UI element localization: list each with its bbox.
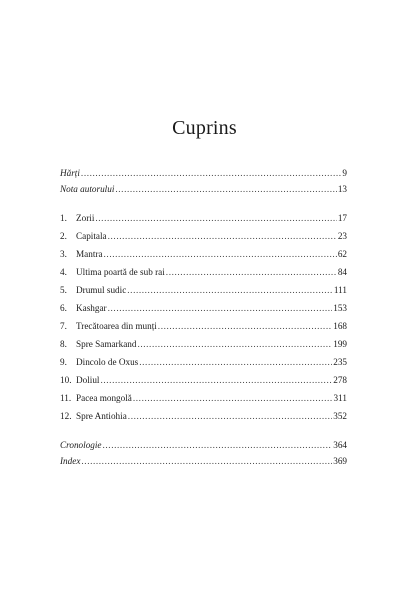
- toc-entry-page: 17: [337, 213, 347, 223]
- toc-entry-chapter: [60, 337, 347, 351]
- toc-entry-chapter: [60, 265, 347, 279]
- toc-entry-label: Ultima poartă de sub rai: [76, 267, 165, 277]
- chapter-number: 7.: [60, 321, 67, 331]
- toc-entry-page: 9: [342, 168, 347, 178]
- toc-entry-page: 311: [333, 393, 347, 403]
- page-title: Cuprins: [172, 117, 237, 139]
- toc-entry-label: Zorii: [76, 213, 95, 223]
- chapter-number: 3.: [60, 249, 67, 259]
- chapter-number: 6.: [60, 303, 67, 313]
- toc-entry-label: Pacea mongolă: [76, 393, 132, 403]
- toc-entry-label: Kashgar: [76, 303, 107, 313]
- toc-entry-label: Doliul: [76, 375, 100, 385]
- toc-entry-page: 364: [333, 440, 347, 450]
- dot-leader: [137, 337, 332, 351]
- toc-entry-chapter: [60, 355, 347, 369]
- dot-leader: [81, 454, 332, 468]
- dot-leader: [81, 166, 341, 180]
- dot-leader: [139, 355, 332, 369]
- toc-entry-front: [60, 182, 347, 196]
- dot-leader: [133, 391, 333, 405]
- toc-entry-page: 84: [337, 267, 347, 277]
- toc-entry-label: Index: [60, 456, 81, 466]
- toc-entry-front: [60, 166, 347, 180]
- toc-entry-page: 352: [333, 411, 347, 421]
- toc-entry-label: Spre Antiohia: [76, 411, 127, 421]
- dot-leader: [95, 211, 336, 225]
- toc-entry-page: 369: [333, 456, 347, 466]
- toc-entry-page: 62: [337, 249, 347, 259]
- toc-entry-label: Dincolo de Oxus: [76, 357, 139, 367]
- dot-leader: [128, 409, 332, 423]
- chapter-number: 4.: [60, 267, 67, 277]
- toc-entry-label: Capitala: [76, 231, 107, 241]
- chapter-number: 11.: [60, 393, 72, 403]
- toc-entry-chapter: [60, 283, 347, 297]
- dot-leader: [127, 283, 333, 297]
- toc-entry-chapter: [60, 319, 347, 333]
- dot-leader: [108, 301, 333, 315]
- toc-entry-page: 278: [333, 375, 347, 385]
- dot-leader: [115, 182, 336, 196]
- chapter-number: 10.: [60, 375, 72, 385]
- chapter-number: 5.: [60, 285, 67, 295]
- dot-leader: [166, 265, 337, 279]
- chapter-number: 2.: [60, 231, 67, 241]
- chapter-number: 8.: [60, 339, 67, 349]
- dot-leader: [104, 247, 337, 261]
- toc-entry-page: 23: [337, 231, 347, 241]
- toc-entry-label: Nota autorului: [60, 184, 115, 194]
- toc-entry-back: [60, 438, 347, 452]
- toc-entry-page: 199: [333, 339, 347, 349]
- toc-entry-label: Cronologie: [60, 440, 102, 450]
- toc-entry-page: 168: [333, 321, 347, 331]
- toc-entry-back: [60, 454, 347, 468]
- dot-leader: [103, 438, 333, 452]
- toc-entry-label: Spre Samarkand: [76, 339, 137, 349]
- toc-entry-label: Trecătoarea din munți: [76, 321, 157, 331]
- chapter-number: 12.: [60, 411, 72, 421]
- dot-leader: [100, 373, 332, 387]
- toc-entry-label: Mantra: [76, 249, 103, 259]
- toc-entry-chapter: [60, 409, 347, 423]
- dot-leader: [108, 229, 337, 243]
- toc-entry-chapter: [60, 301, 347, 315]
- toc-entry-page: 13: [337, 184, 347, 194]
- toc-entry-chapter: [60, 229, 347, 243]
- toc-entry-page: 153: [333, 303, 347, 313]
- toc-entry-chapter: [60, 391, 347, 405]
- toc-entry-label: Hărți: [60, 168, 80, 178]
- toc-entry-label: Drumul sudic: [76, 285, 127, 295]
- toc-entry-page: 111: [333, 285, 347, 295]
- toc-entry-page: 235: [333, 357, 347, 367]
- dot-leader: [158, 319, 332, 333]
- chapter-number: 9.: [60, 357, 67, 367]
- chapter-number: 1.: [60, 213, 67, 223]
- toc-entry-chapter: [60, 373, 347, 387]
- toc-entry-chapter: [60, 211, 347, 225]
- toc-entry-chapter: [60, 247, 347, 261]
